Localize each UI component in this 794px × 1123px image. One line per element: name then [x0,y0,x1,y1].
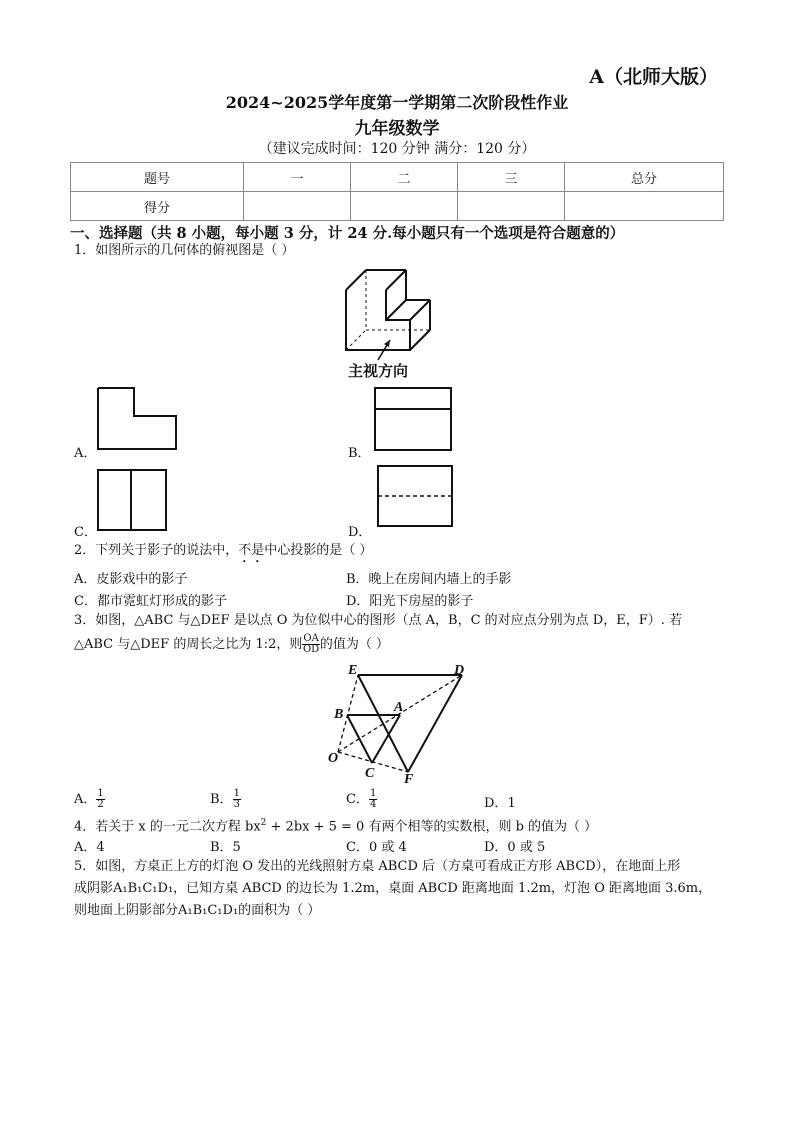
score-table-score-row [71,192,724,221]
fraction-denominator: OD [302,644,320,655]
edition-label: A（北师大版） [589,66,718,88]
q1-option-c-label: C． [74,525,97,540]
fraction-numerator: 1 [233,788,240,799]
q3-stem-part-b: 的值为（ ） [319,637,389,652]
q3-stem-line2 [74,634,389,655]
q3-option-a-prefix: A． [74,792,97,807]
q1-option-b-figure[interactable] [373,386,453,452]
q3-label-e: E [348,663,358,678]
exam-note: （建议完成时间：120 分钟 满分：120 分） [258,141,536,157]
q3-label-b: B [334,707,344,722]
q3-option-c[interactable] [346,788,377,810]
q3-option-b-prefix: B． [210,792,233,807]
q4-option-b[interactable]: B．5 [210,840,241,855]
q3-label-f: F [404,772,414,787]
q4-option-c[interactable]: C．0 或 4 [346,840,407,855]
subject-title: 九年级数学 [354,119,440,139]
score-cell[interactable] [458,192,565,221]
score-row-label: 得分 [71,192,244,221]
score-header-cell: 一 [244,163,351,192]
q1-stem: 1．如图所示的几何体的俯视图是（ ） [74,243,295,258]
q3-label-d: D [454,663,465,678]
q2-option-a[interactable]: A．皮影戏中的影子 [74,572,188,587]
q3-option-d-prefix: D． [484,796,508,811]
fraction-denominator: 2 [97,799,104,810]
score-table [70,162,724,221]
score-table-header-row [71,163,724,192]
score-cell[interactable] [351,192,458,221]
q3-stem-line1: 3．如图，△ABC 与△DEF 是以点 O 为位似中心的图形（点 A，B，C 的对应点分别为点 D，E，F）. 若 [74,613,682,628]
q3-option-d-value: 1 [507,796,516,811]
q1-figure-caption: 主视方向 [348,362,409,380]
q4-option-d[interactable]: D．0 或 5 [484,840,546,855]
q1-option-d-figure[interactable] [376,464,456,528]
exam-title: 2024~2025学年度第一学期第二次阶段性作业 [225,93,569,112]
section-heading: 一、选择题（共 8 小题，每小题 3 分，计 24 分.每小题只有一个选项是符合题意的） [70,225,625,242]
q2-stem-part-a: 2．下列关于影子的说法中， [74,543,239,558]
score-header-cell: 总分 [565,163,724,192]
q1-option-a-label: A． [74,446,97,461]
q3-ratio-fraction [302,634,319,655]
q1-option-b-label: B． [348,446,371,461]
score-cell[interactable] [244,192,351,221]
q4-option-a[interactable]: A．4 [74,840,105,855]
q3-option-a-fraction [96,789,104,810]
q3-option-c-prefix: C． [346,792,369,807]
q1-option-a-figure[interactable] [96,386,180,452]
q3-option-d[interactable] [484,792,516,811]
fraction-denominator: 3 [233,799,240,810]
q3-option-b-fraction [233,789,241,810]
fraction-denominator: 4 [369,799,377,810]
q3-option-a[interactable] [74,788,105,810]
score-header-cell: 题号 [71,163,244,192]
q2-stem-emphasis: 不是 [238,543,265,558]
q3-similar-triangles-figure [320,660,480,785]
q2-option-d[interactable]: D．阳光下房屋的影子 [346,594,474,609]
q4-stem-part-a: 4．若关于 x 的一元二次方程 bx [74,819,261,835]
q5-stem-line1: 5．如图，方桌正上方的灯泡 O 发出的光线照射方桌 ABCD 后（方桌可看成正方形 ABCD），在地面上形 [74,859,681,874]
q1-option-d-label: D． [348,525,372,540]
q2-option-b[interactable]: B．晚上在房间内墙上的手影 [346,572,512,587]
q3-stem-part-a: △ABC 与△DEF 的周长之比为 1:2，则 [74,637,303,652]
fraction-numerator: 1 [97,788,104,799]
q3-option-c-fraction [369,789,377,810]
score-header-cell: 二 [351,163,458,192]
q4-stem-part-b: + 2bx + 5 = 0 有两个相等的实数根，则 b 的值为（ ） [266,819,598,835]
q3-label-c: C [365,766,375,781]
q3-label-o: O [328,751,339,766]
q5-stem-line2: 成阴影A₁B₁C₁D₁，已知方桌 ABCD 的边长为 1.2m，桌面 ABCD 距离地面 1.2m，灯泡 O 距离地面 3.6m， [74,881,712,896]
score-cell[interactable] [565,192,724,221]
score-header-cell: 三 [458,163,565,192]
q5-stem-line3: 则地面上阴影部分A₁B₁C₁D₁的面积为（ ） [74,903,321,918]
q2-stem-part-b: 中心投影的是（ ） [264,543,373,558]
fraction-numerator: OA [303,633,319,644]
fraction-numerator: 1 [369,788,377,799]
q4-exponent: 2 [260,818,267,828]
q2-stem [74,542,372,566]
q4-stem [74,814,597,836]
q1-option-c-figure[interactable] [96,468,168,532]
q3-label-a: A [394,700,404,715]
q3-option-b[interactable] [210,788,241,810]
q2-option-c[interactable]: C．都市霓虹灯形成的影子 [74,594,227,609]
